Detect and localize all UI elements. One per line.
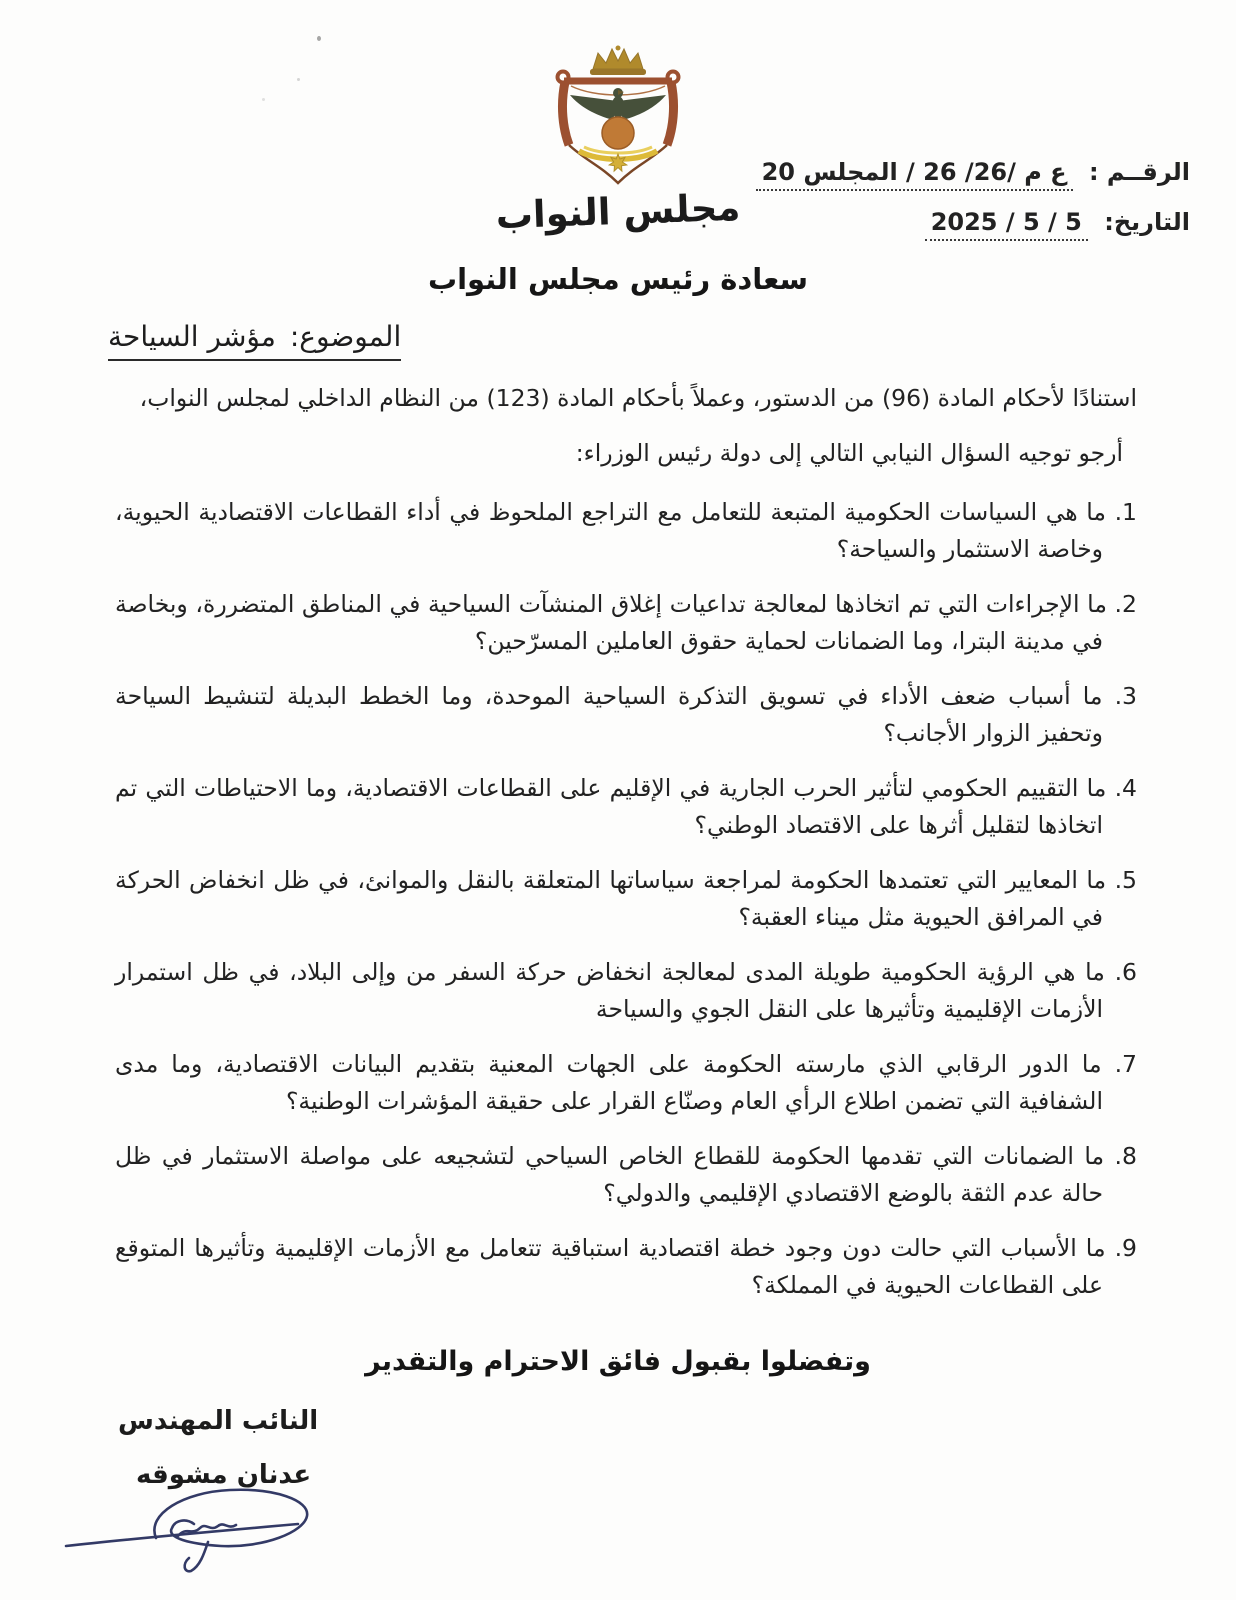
parliament-calligraphy: مجلس النواب [495, 185, 741, 238]
reference-number-row [756, 158, 1190, 191]
intro-paragraph: استنادًا لأحكام المادة (96) من الدستور، وعملاً بأحكام المادة (123) من النظام الداخلي لمجلس النواب، [139, 384, 1137, 412]
question-item: 5. ما المعايير التي تعتمدها الحكومة لمراجعة سياساتها المتعلقة بالنقل والموانئ، في ظل انخفاض الحركة في المرافق الحيوية مثل ميناء العقبة؟ [115, 866, 1137, 931]
jordan-coat-of-arms-icon [523, 44, 713, 189]
scan-speck [317, 36, 321, 41]
reference-number-value: ع م /26/ 26 / المجلس 20 [756, 158, 1073, 191]
closing-line: وتفضلوا بقبول فائق الاحترام والتقدير [365, 1346, 871, 1377]
question-item: 4. ما التقييم الحكومي لتأثير الحرب الجارية في الإقليم على القطاعات الاقتصادية، وما الاحتياطات التي تم اتخاذها لتقليل أثرها على الاقتصاد الوطني؟ [115, 774, 1137, 839]
reference-date-row [756, 208, 1190, 241]
question-item: 2. ما الإجراءات التي تم اتخاذها لمعالجة تداعيات إغلاق المنشآت السياحية في المناطق المتضررة، وبخاصة في مدينة البترا، وما الضمانات لحماية حقوق العاملين المسرّحين؟ [115, 590, 1137, 655]
question-item: 8. ما الضمانات التي تقدمها الحكومة للقطاع الخاص السياحي لتشجيعه على مواصلة الاستثمار في ظل حالة عدم الثقة بالوضع الاقتصادي الإقليمي والدولي؟ [115, 1142, 1137, 1207]
crown-icon [590, 46, 646, 76]
reference-date-label: التاريخ: [1104, 208, 1190, 236]
question-item: 6. ما هي الرؤية الحكومية طويلة المدى لمعالجة انخفاض حركة السفر من وإلى البلاد، في ظل استمرار الأزمات الإقليمية وتأثيرها على النقل الجوي والسياحة [115, 958, 1137, 1023]
subject-line [108, 320, 401, 361]
subject-label: الموضوع: [289, 320, 402, 353]
signatory-name: عدنان مشوقه [136, 1460, 312, 1490]
request-line: أرجو توجيه السؤال النيابي التالي إلى دولة رئيس الوزراء: [575, 439, 1123, 467]
scan-speck [297, 78, 300, 81]
signatory-title: النائب المهندس [118, 1406, 319, 1436]
question-item: 9. ما الأسباب التي حالت دون وجود خطة اقتصادية استباقية تتعامل مع الأزمات الإقليمية وتأثيرها المتوقع على القطاعات الحيوية في المملكة؟ [115, 1234, 1137, 1299]
question-item: 3. ما أسباب ضعف الأداء في تسويق التذكرة السياحية الموحدة، وما الخطط البديلة لتنشيط السياحة وتحفيز الزوار الأجانب؟ [115, 682, 1137, 747]
salutation-heading: سعادة رئيس مجلس النواب [427, 262, 809, 296]
scan-speck [262, 98, 265, 101]
letter-body [115, 376, 1137, 1322]
reference-date-value: 5 / 5 / 2025 [925, 208, 1088, 241]
reference-number-label: الرقــم : [1088, 158, 1190, 186]
reference-block [756, 158, 1190, 258]
question-item: 7. ما الدور الرقابي الذي مارسته الحكومة على الجهات المعنية بتقديم البيانات الاقتصادية، وما مدى الشفافية التي تضمن اطلاع الرأي العام وصنّاع القرار على حقيقة المؤشرات الوطنية؟ [115, 1050, 1137, 1115]
eagle-icon [570, 88, 666, 120]
handwritten-signature [58, 1478, 338, 1578]
subject-value: مؤشر السياحة [108, 320, 276, 353]
question-item: 1. ما هي السياسات الحكومية المتبعة للتعامل مع التراجع الملحوظ في أداء القطاعات الاقتصادية الحيوية، وخاصة الاستثمار والسياحة؟ [115, 498, 1137, 563]
globe-icon [602, 117, 634, 149]
